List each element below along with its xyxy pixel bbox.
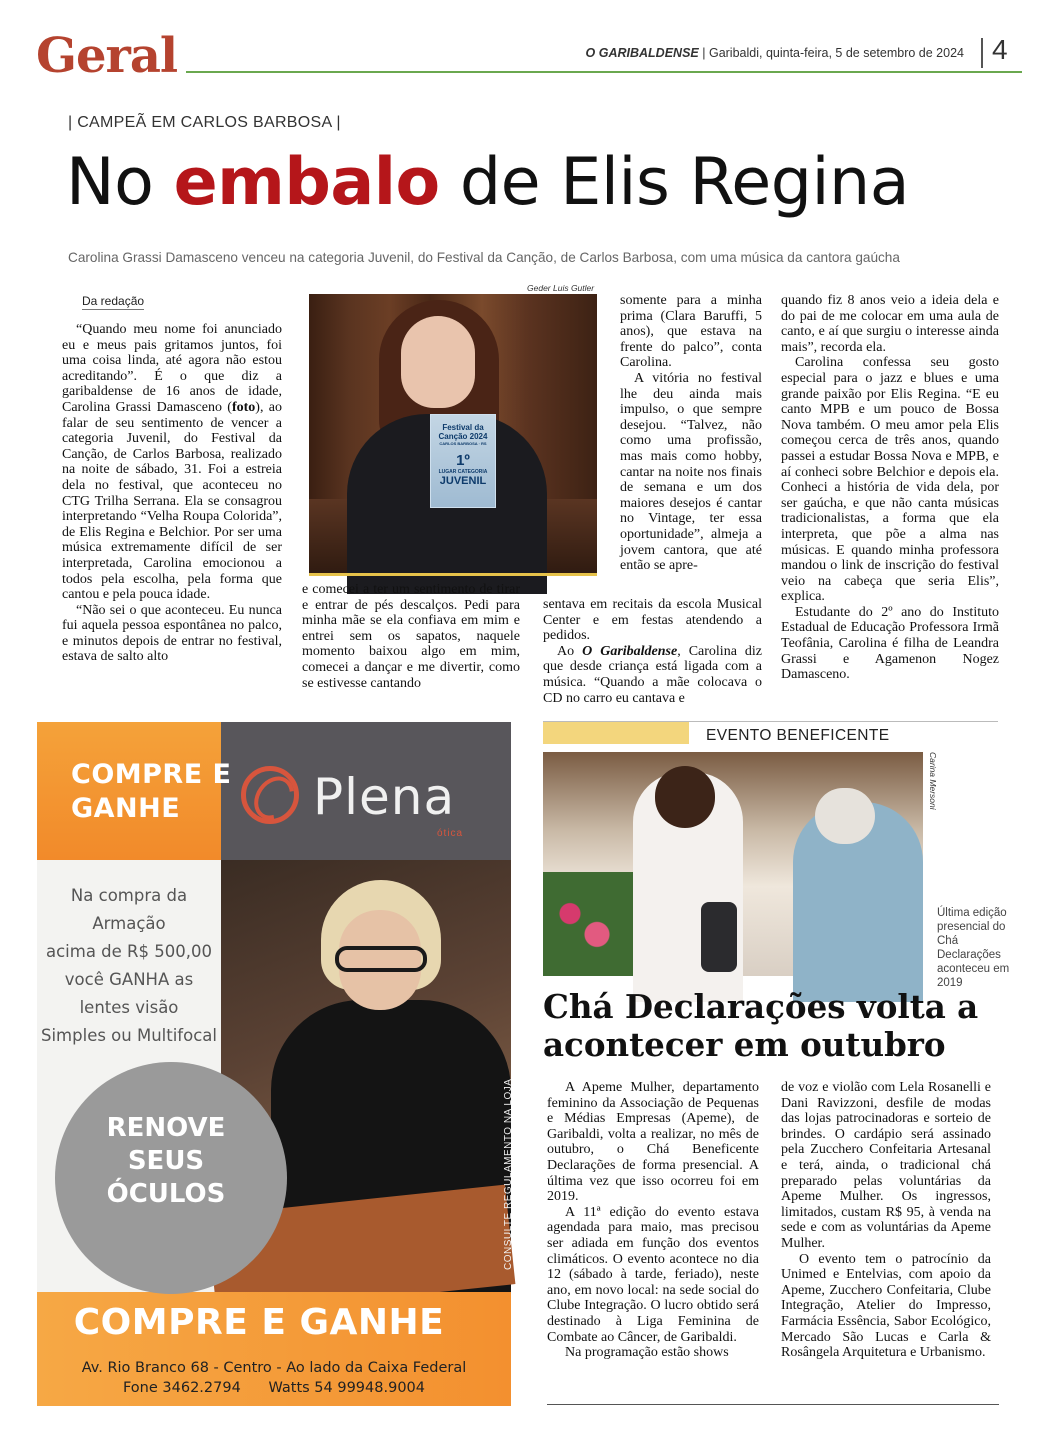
main-column-3 — [620, 293, 762, 574]
bottom-rule — [547, 1404, 999, 1405]
glasses-icon — [335, 946, 427, 972]
ad-regulation-note: CONSULTE REGULAMENTO NA LOJA — [503, 1078, 514, 1270]
paragraph — [62, 322, 282, 603]
offer-line: Armação — [92, 914, 166, 933]
ad-address: Av. Rio Branco 68 - Centro - Ao lado da Caixa Federal — [81, 1360, 467, 1376]
cha-event-photo — [543, 752, 923, 976]
paragraph-text: “Quando meu nome foi anunciado eu e meus pais gritamos juntos, foi uma coisa linda, até agora não estou acreditando”. É o que diz a garibaldense de 16 anos de idade, Carolina Grassi Damasceno ( — [62, 322, 282, 415]
section-title: Geral — [36, 28, 178, 84]
main-column-2 — [302, 582, 520, 691]
header-rule — [186, 71, 1022, 73]
second-headline: Chá Declarações volta a acontecer em outubro — [543, 987, 979, 1064]
ad-compre-ganhe-bottom: COMPRE E GANHE — [73, 1302, 445, 1343]
photo-credit: Geder Luis Gutler — [527, 283, 595, 293]
paragraph: A 11ª edição do evento estava agendada para maio, mas precisou ser adiada em função dos eventos climáticos. O evento acontece no dia 12 (sábado à tarde, feriado), neste ano, em novo local: na sede social do Clube Integração. O lucro obtido será destinado à Liga Feminina de Combate ao Câncer, de Garibaldi. — [547, 1204, 759, 1345]
offer-line: Simples ou Multifocal — [41, 1026, 217, 1045]
photo-woman-right-hair — [815, 788, 875, 844]
main-headline — [66, 142, 909, 224]
offer-line: lentes visão — [79, 998, 179, 1017]
paragraph: Na programação estão shows — [565, 1345, 729, 1361]
paragraph: A vitória no festival lhe deu ainda mais impulso, o que sempre desejou. “Talvez, não como uma profissão, mas mais como hobby, cantar na noite nos finais de semana e um dos maiores desejos é cantar no Vintage, ter essa oportunidade”, almeja a jovem cantora, que até então se apre- — [620, 370, 762, 574]
main-column-4 — [781, 293, 999, 683]
photo-reference: foto — [231, 399, 256, 415]
header-dateline — [586, 46, 964, 60]
paragraph: e comecei a ter um sentimento de tirar e entrar de pés descalços. Pedi para minha mãe se ela confiava em mim e entrei sem os sapatos, naquele momento baixou algo em mim, comecei a dançar e me divertir, como se estivesse cantando — [302, 582, 520, 691]
renove-line: RENOVE — [106, 1113, 226, 1143]
page-number-divider — [981, 38, 983, 68]
photo-flowers — [543, 872, 633, 976]
plena-otica-ad — [37, 722, 514, 1406]
paragraph-text: Ao — [557, 643, 583, 659]
second-column-1 — [547, 1080, 759, 1361]
offer-line: você GANHA as — [64, 970, 194, 989]
ad-phones: Fone 3462.2794 Watts 54 99948.9004 — [122, 1380, 425, 1396]
main-subhead: Carolina Grassi Damasceno venceu na categoria Juvenil, do Festival da Canção, de Carlos Barbosa, com uma música da cantora gaúcha — [68, 250, 900, 265]
paragraph: Carolina confessa seu gosto especial para o jazz e blues e uma grande paixão por Elis Regina. “E eu canto MPB e um pouco de Bossa Nova também. O meu amor pela Elis começou cerca de três anos, quando passei a estudar Bossa Nova e MPB, e aí conheci sobre Belchior e depois ela. Conheci a história de vida dela, por ser gaúcha, e que não canta músicas tradicionalistas, a forma que ela interpreta, que põe a alma nas músicas. E quando minha professora mandou o link de inscrição do festival veio na cabeça que seria Elis”, explica. — [781, 355, 999, 605]
headline-part-2: de Elis Regina — [439, 145, 910, 220]
trophy-text: JUVENIL — [439, 475, 487, 487]
main-kicker: | CAMPEÃ EM CARLOS BARBOSA | — [68, 114, 341, 131]
photo-thermos — [701, 902, 737, 972]
carolina-photo — [309, 294, 597, 576]
paragraph: somente para a minha prima (Clara Baruffi, 5 anos), que estava na frente do palco”, conta Carolina. — [620, 293, 762, 371]
trophy-text: Canção 2024 — [438, 432, 488, 441]
photo-frame — [309, 294, 597, 576]
kicker-color-bar — [543, 722, 689, 744]
paragraph: sentava em recitais da escola Musical Center e em festas atendendo a pedidos. — [543, 597, 762, 644]
trophy-text: Festival da — [442, 423, 484, 432]
paragraph: “Não sei o que aconteceu. Eu nunca fui aquela pessoa espontânea no palco, e minutos depois de entrar no festival, estava de salto alto — [62, 602, 282, 665]
newspaper-name: O GARIBALDENSE — [585, 46, 699, 60]
ad-ganhe-line: GANHE — [71, 793, 181, 824]
paragraph-text: , Carolina diz que desde criança está ligada com a música. “Quando a mãe colocava o CD no carro eu cantava e — [543, 643, 762, 706]
offer-line: Na compra da — [70, 886, 188, 905]
offer-line: acima de R$ 500,00 — [45, 942, 212, 961]
paragraph: A Apeme Mulher, departamento feminino da Associação de Pequenas e Médias Empresas (Apeme), de Garibaldi, volta a realizar, no mês de outubro, o Chá Beneficente Declarações de forma presencial. A última vez que isso ocorreu foi em 2019. — [547, 1080, 759, 1205]
byline: Da redação — [82, 294, 145, 308]
trophy-text: LUGAR CATEGORIA — [438, 469, 488, 475]
second-kicker: EVENTO BENEFICENTE — [706, 727, 890, 744]
plena-logo-text: Plena — [313, 768, 456, 826]
paragraph: quando fiz 8 anos veio a ideia dela e do pai de me colocar em uma aula de canto, e aí que surgiu o interesse ainda mais”, recorda ela. — [781, 293, 999, 355]
second-column-2 — [781, 1080, 991, 1361]
ad-compre-line: COMPRE E — [71, 759, 232, 790]
renove-line: ÓCULOS — [106, 1179, 226, 1209]
newspaper-reference: O Garibaldense — [582, 643, 678, 659]
renove-line: SEUS — [127, 1146, 205, 1176]
paragraph-text: ), ao falar de seu sentimento de vencer a categoria Juvenil, do Festival da Canção, de Carlos Barbosa, realizado na noite de sábado, 31. Foi a estreia dela no festival, que aconteceu no CTG Trilha Serrana. Ela se consagrou interpretando “Velha Roupa Colorida”, de Elis Regina e Belchior. Por ser uma música extremamente difícil de ser interpretada, Carolina emocionou a todos pela escolha, pela forma que cantou e pela pouca idade. — [62, 399, 282, 603]
photo-woman-left-hair — [655, 766, 715, 828]
page-number: 4 — [992, 34, 1008, 65]
photo-caption: Última edição presencial do Chá Declarações aconteceu em 2019 — [937, 907, 1010, 989]
main-column-3-wide — [543, 597, 762, 706]
paragraph: Estudante do 2º ano do Instituto Estadual de Educação Professora Irmã Teofânia, Carolina é filha de Leandra Grassi e Agamenon Nogez Damasceno. — [781, 604, 999, 683]
trophy-text: 1º — [456, 452, 470, 469]
ad-compre-ganhe-top — [71, 758, 232, 826]
plena-logo-subtitle: ótica — [437, 828, 464, 839]
paragraph: O evento tem o patrocínio da Unimed e Entelvias, com apoio da Apeme, Zucchero Confeitaria, Clube Integração, Atelier do Impresso, Farmácia Essência, Sabor Ecológico, Mercado São Lucas e Carla & Rosângela Arquitetura e Urbanismo. — [781, 1251, 991, 1361]
ad-renove-text — [55, 1112, 277, 1211]
paragraph — [543, 644, 762, 706]
headline-part-1: No — [66, 145, 174, 220]
photo-credit: Carina Mersoni — [928, 752, 938, 810]
main-column-1 — [62, 322, 282, 665]
plena-logo-icon — [241, 766, 299, 824]
paragraph: de voz e violão com Lela Rosanelli e Dani Ravizzoni, desfile de modas das lojas patrocinadoras e sorteio de brindes. O cardápio será assinado pela Zucchero Confeitaria Artesanal e terá, ainda, o tradicional chá preparado pelas voluntárias da Apeme Mulher. Os ingressos, limitados, custam R$ 95, à venda na sede e com as voluntárias da Apeme Mulher. — [781, 1080, 991, 1251]
headline-accent: embalo — [173, 145, 440, 220]
header-separator: | — [702, 46, 706, 60]
trophy-text: CARLOS BARBOSA · RS — [439, 441, 487, 446]
ad-offer-text — [39, 882, 219, 1050]
edition-date: Garibaldi, quinta-feira, 5 de setembro de 2024 — [708, 46, 964, 60]
